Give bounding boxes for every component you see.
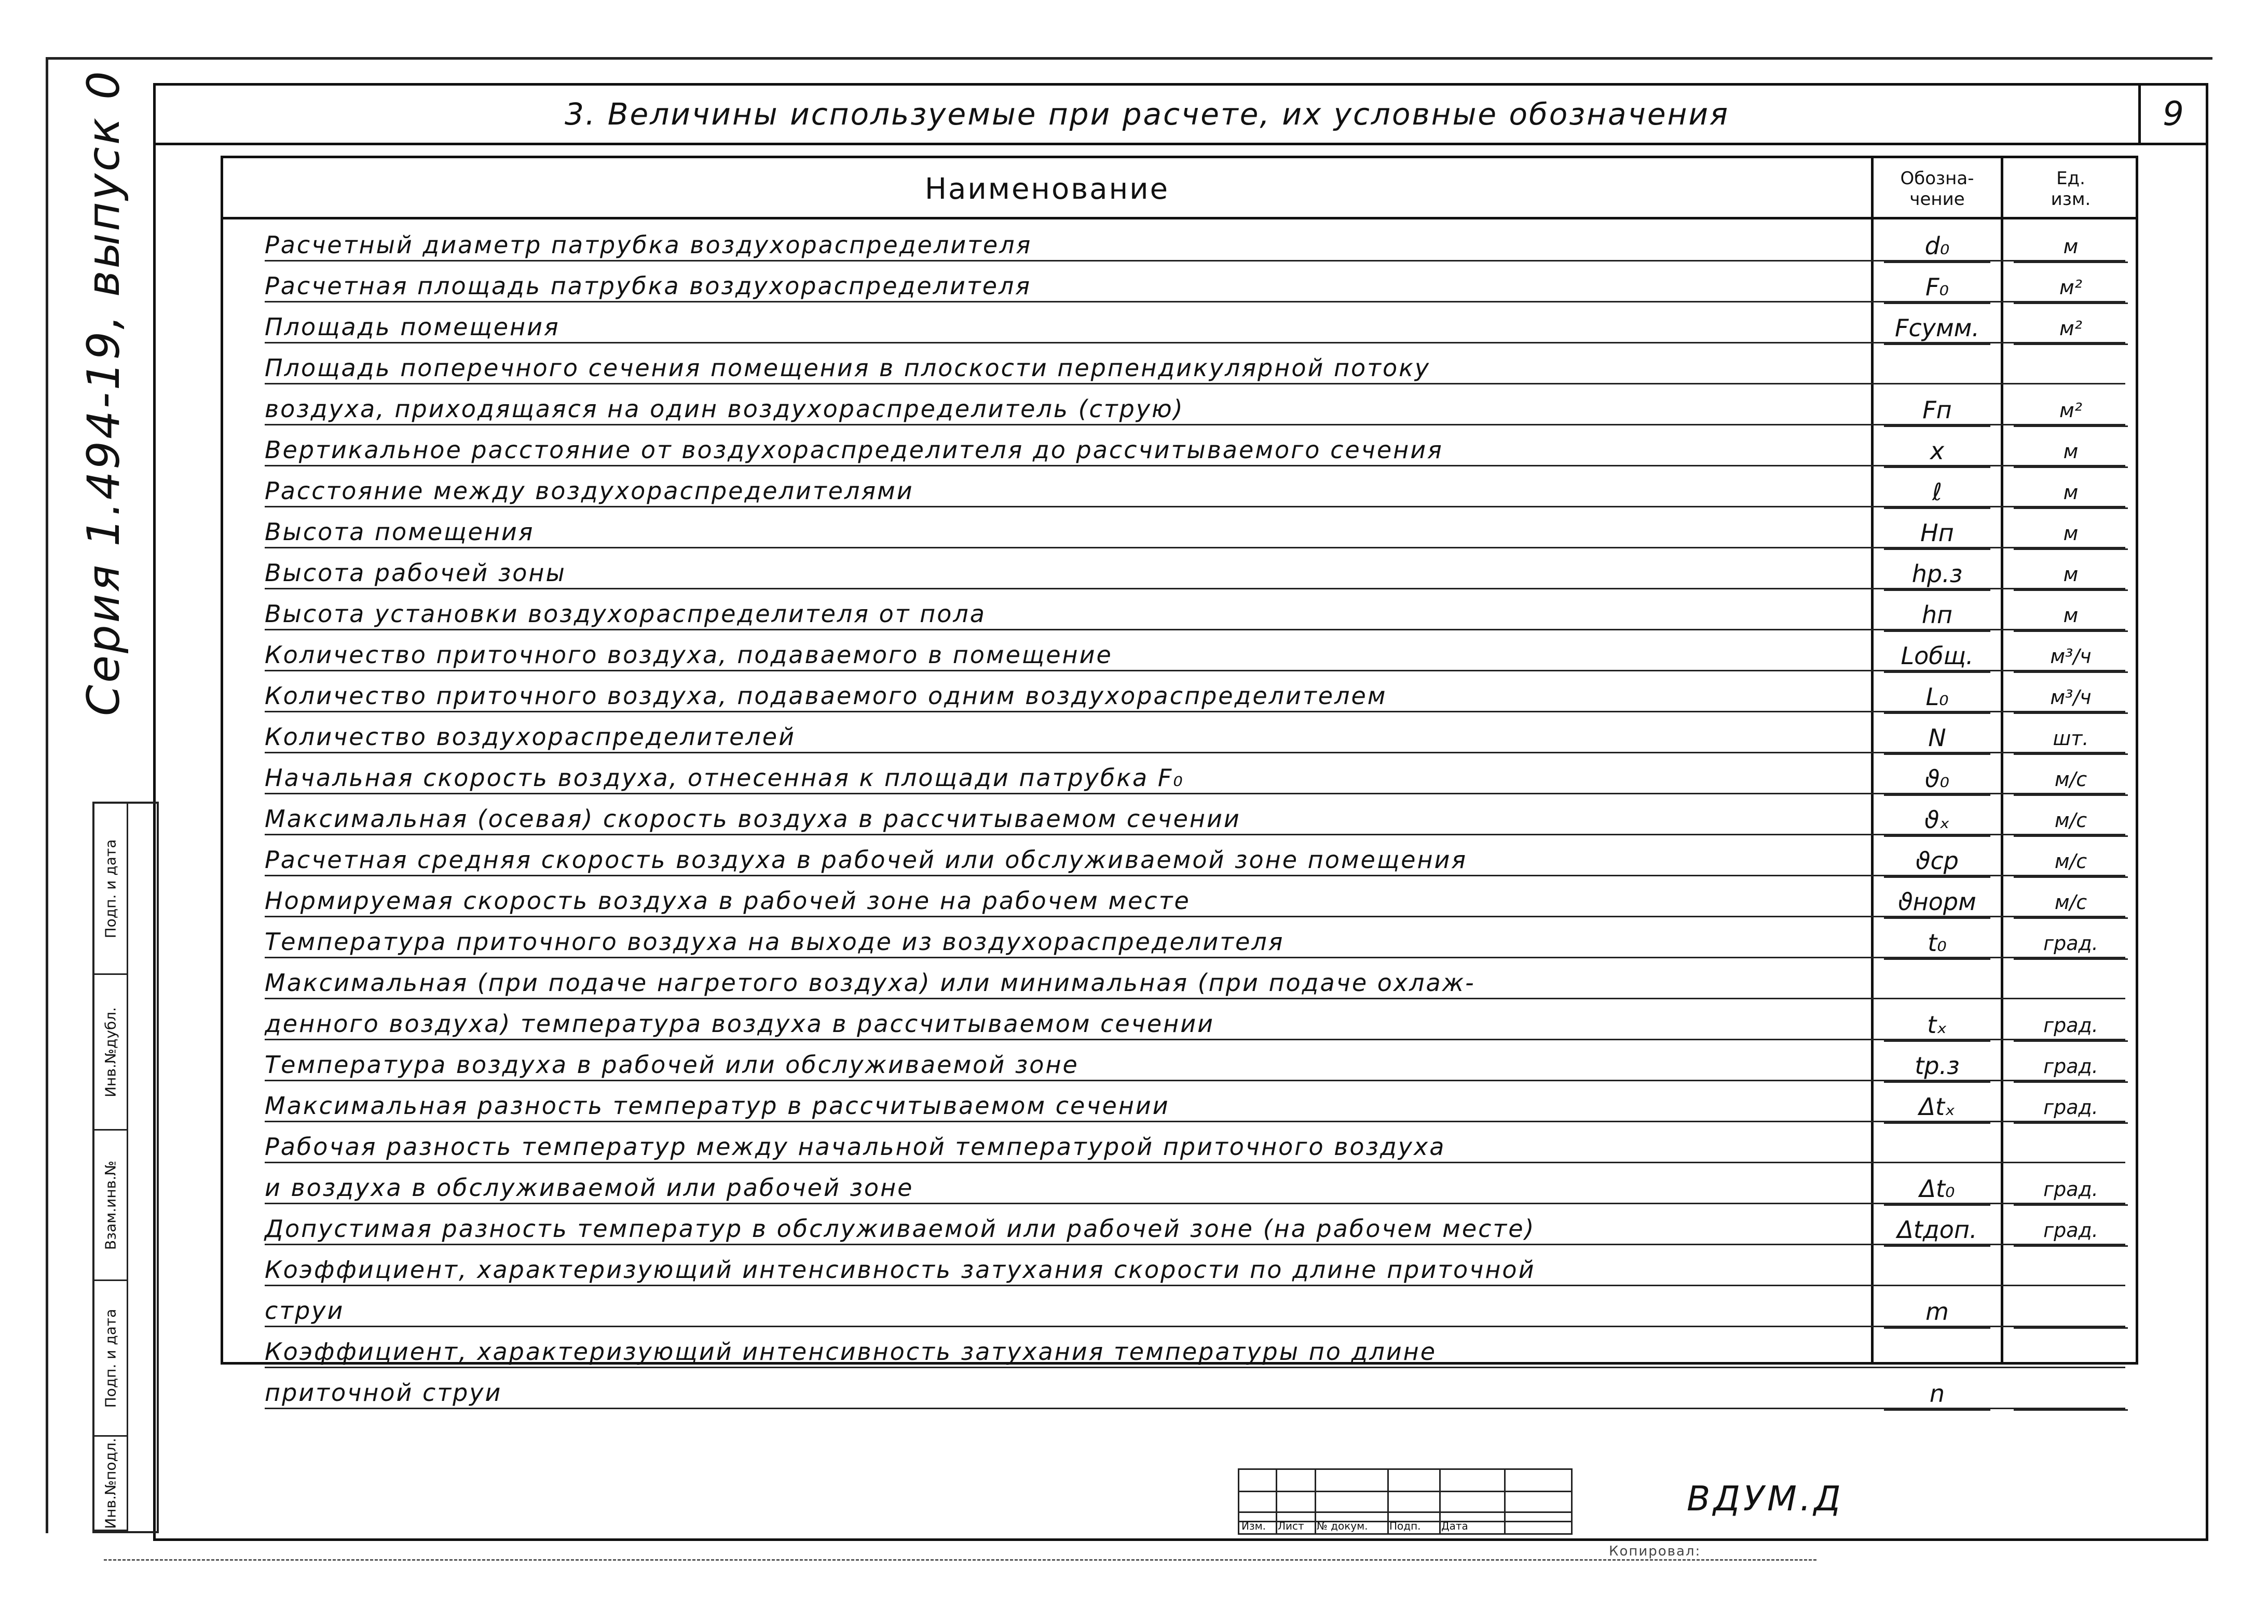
stamp-cell [94, 804, 127, 975]
title-block-label: Подп. [1389, 1520, 1421, 1532]
quantity-symbol: x [1930, 437, 1945, 465]
quantity-unit: м² [2059, 317, 2082, 340]
copied-note: Копировал: [1609, 1544, 1701, 1559]
title-block-rule [1239, 1491, 1571, 1492]
quantity-symbol: N [1928, 724, 1946, 752]
row-underline [265, 1408, 2125, 1409]
row-underline [265, 1244, 2125, 1245]
symbol-underline [1884, 876, 1990, 878]
quantity-name: струи [265, 1297, 345, 1325]
quantity-unit: м³/ч [2050, 686, 2092, 709]
title-block-divider [1276, 1470, 1277, 1533]
quantity-unit: м² [2059, 399, 2082, 422]
approval-stamp-strip [92, 802, 159, 1533]
row-underline [265, 834, 2125, 835]
quantity-name: Высота помещения [265, 518, 535, 546]
unit-underline [2014, 302, 2128, 304]
unit-underline [2014, 876, 2128, 878]
quantity-symbol: hп [1921, 601, 1953, 629]
symbol-underline [1884, 343, 1990, 345]
unit-underline [2014, 917, 2128, 919]
row-underline [265, 1121, 2125, 1122]
unit-underline [2014, 671, 2128, 673]
quantity-symbol: m [1925, 1298, 1949, 1326]
table-row [223, 1126, 2136, 1208]
quantity-name: Температура приточного воздуха на выходе из воздухораспределителя [265, 928, 1285, 956]
row-underline [265, 1367, 2125, 1368]
symbol-underline [1884, 753, 1990, 755]
quantity-symbol: ϑср [1916, 847, 1959, 875]
header-symbol: Обозна- чение [1900, 168, 1974, 210]
stamp-cell [94, 1281, 127, 1437]
row-underline [265, 629, 2125, 630]
quantity-name: приточной струи [265, 1379, 502, 1407]
quantity-symbol: Δtдоп. [1897, 1216, 1977, 1244]
quantity-name: Расчетный диаметр патрубка воздухораспределителя [265, 231, 1032, 259]
unit-underline [2014, 753, 2128, 755]
unit-underline [2014, 630, 2128, 632]
symbol-underline [1884, 466, 1990, 468]
table-row [223, 307, 2136, 348]
row-underline [265, 1162, 2125, 1163]
title-block-divider [1315, 1470, 1316, 1533]
series-label: Серия 1.494-19, выпуск 0 [78, 69, 130, 716]
symbol-underline [1884, 1081, 1990, 1083]
table-row [223, 839, 2136, 880]
quantity-symbol: hр.з [1911, 560, 1963, 588]
sheet-number-cell [2138, 86, 2206, 145]
unit-underline [2014, 835, 2128, 837]
title-block-divider [1504, 1470, 1506, 1533]
table-row [223, 921, 2136, 962]
quantity-symbol: ϑ₀ [1925, 765, 1949, 793]
symbol-underline [1884, 917, 1990, 919]
table-row [223, 266, 2136, 307]
quantity-symbol: t₀ [1928, 929, 1947, 957]
table-row [223, 225, 2136, 266]
quantity-unit: град. [2043, 1178, 2098, 1201]
table-row [223, 430, 2136, 471]
quantity-unit: м [2063, 522, 2079, 545]
section-title: 3. Величины используемые при расчете, их условные обозначения [564, 97, 1730, 132]
quantity-symbol: Fсумм. [1895, 314, 1979, 342]
unit-underline [2014, 1040, 2128, 1042]
title-block-label: Лист [1278, 1520, 1304, 1532]
quantity-name: Расчетная площадь патрубка воздухораспределителя [265, 272, 1032, 300]
unit-underline [2014, 1327, 2128, 1329]
stamp-label: Подп. и дата [102, 1309, 119, 1408]
table-row [223, 594, 2136, 635]
quantity-name: и воздуха в обслуживаемой или рабочей зоне [265, 1174, 914, 1202]
quantity-name: Рабочая разность температур между начальной температурой приточного воздуха [265, 1133, 1446, 1161]
quantity-symbol: d₀ [1924, 232, 1950, 260]
title-block-rule [1239, 1511, 1571, 1513]
symbol-underline [1884, 1245, 1990, 1247]
unit-underline [2014, 1409, 2128, 1411]
quantity-unit: м [2063, 604, 2079, 627]
unit-underline [2014, 589, 2128, 591]
unit-underline [2014, 548, 2128, 550]
table-row [223, 635, 2136, 676]
symbol-underline [1884, 589, 1990, 591]
quantity-unit: град. [2043, 1096, 2098, 1119]
table-row [223, 1085, 2136, 1126]
quantity-symbol: Δt₀ [1919, 1175, 1955, 1203]
table-row [223, 1044, 2136, 1085]
symbol-underline [1884, 958, 1990, 960]
unit-underline [2014, 343, 2128, 345]
unit-underline [2014, 466, 2128, 468]
sheet-number: 9 [2163, 95, 2184, 133]
row-underline [265, 1285, 2125, 1286]
stamp-cell [94, 1131, 127, 1281]
quantity-symbol: Fп [1922, 396, 1952, 424]
symbol-underline [1884, 712, 1990, 714]
title-block-label: Изм. [1241, 1520, 1266, 1532]
table-row [223, 553, 2136, 594]
stamp-cell [94, 975, 127, 1131]
row-underline [265, 998, 2125, 999]
symbol-underline [1884, 507, 1990, 509]
row-underline [265, 670, 2125, 671]
quantity-unit: м³/ч [2050, 645, 2092, 668]
quantity-unit: м/с [2054, 809, 2087, 832]
table-row [223, 1208, 2136, 1249]
quantity-name: Количество приточного воздуха, подаваемого в помещение [265, 641, 1113, 669]
row-underline [265, 793, 2125, 794]
quantity-unit: шт. [2053, 727, 2089, 750]
quantity-unit: м/с [2054, 891, 2087, 914]
table-header [223, 158, 2136, 219]
quantity-name: воздуха, приходящаяся на один воздухораспределитель (струю) [265, 395, 1184, 423]
quantity-unit: град. [2043, 932, 2098, 955]
quantity-name: Нормируемая скорость воздуха в рабочей зоне на рабочем месте [265, 887, 1191, 915]
quantity-name: Максимальная разность температур в рассчитываемом сечении [265, 1092, 1170, 1120]
quantity-unit: м [2063, 563, 2079, 586]
quantity-unit: град. [2043, 1014, 2098, 1037]
symbol-underline [1884, 302, 1990, 304]
table-row [223, 799, 2136, 839]
row-underline [265, 588, 2125, 589]
stamp-divider [127, 804, 128, 1531]
row-underline [265, 1039, 2125, 1040]
quantity-unit: м [2063, 235, 2079, 258]
stamp-label: Взам.инв.№ [102, 1160, 119, 1250]
table-row [223, 676, 2136, 717]
stamp-label: Подп. и дата [102, 839, 119, 938]
quantity-unit: м [2063, 481, 2079, 504]
quantity-symbol: ℓ [1932, 478, 1942, 506]
quantity-symbol: L₀ [1925, 683, 1949, 711]
table-row [223, 1331, 2136, 1413]
symbol-underline [1884, 1204, 1990, 1206]
quantity-name: Коэффициент, характеризующий интенсивность затухания скорости по длине приточной [265, 1256, 1536, 1284]
title-block-divider [1387, 1470, 1389, 1533]
quantity-unit: м/с [2054, 850, 2087, 873]
table-row [223, 880, 2136, 921]
quantity-symbol: n [1929, 1380, 1945, 1408]
quantity-name: Расчетная средняя скорость воздуха в рабочей или обслуживаемой зоне помещения [265, 846, 1468, 874]
symbol-underline [1884, 835, 1990, 837]
stamp-label: Инв.№дубл. [102, 1007, 119, 1097]
row-underline [265, 547, 2125, 548]
row-underline [265, 875, 2125, 876]
title-block-divider [1439, 1470, 1441, 1533]
stamp-cell [94, 1437, 127, 1531]
unit-underline [2014, 1081, 2128, 1083]
header-name: Наименование [924, 172, 1170, 206]
title-block-label: № докум. [1317, 1520, 1368, 1532]
symbol-underline [1884, 630, 1990, 632]
unit-underline [2014, 262, 2128, 263]
header-unit: Ед. изм. [2051, 168, 2091, 210]
bottom-trim-line [104, 1559, 1816, 1561]
symbol-underline [1884, 671, 1990, 673]
symbol-underline [1884, 1327, 1990, 1329]
unit-underline [2014, 425, 2128, 427]
unit-underline [2014, 1122, 2128, 1124]
symbol-underline [1884, 1122, 1990, 1124]
quantity-name: Площадь помещения [265, 313, 560, 341]
quantity-symbol: tₓ [1927, 1011, 1947, 1039]
row-underline [265, 301, 2125, 302]
title-block [1238, 1468, 1573, 1535]
quantity-unit: м [2063, 440, 2079, 463]
quantity-symbol: ϑₓ [1924, 806, 1950, 834]
symbol-underline [1884, 425, 1990, 427]
symbol-underline [1884, 548, 1990, 550]
quantity-name: Количество приточного воздуха, подаваемого одним воздухораспределителем [265, 682, 1387, 710]
quantity-symbol: Hп [1920, 519, 1954, 547]
symbol-underline [1884, 262, 1990, 263]
quantity-name: Высота рабочей зоны [265, 559, 566, 587]
quantity-unit: м/с [2054, 768, 2087, 791]
quantity-name: Начальная скорость воздуха, отнесенная к площади патрубка F₀ [265, 764, 1184, 792]
row-underline [265, 1203, 2125, 1204]
quantity-symbol: tр.з [1915, 1052, 1960, 1080]
row-underline [265, 465, 2125, 466]
row-underline [265, 957, 2125, 958]
stamp-label: Инв.№подл. [102, 1437, 119, 1529]
row-underline [265, 752, 2125, 753]
table-row [223, 512, 2136, 553]
row-underline [265, 260, 2125, 262]
quantity-name: Вертикальное расстояние от воздухораспределителя до рассчитываемого сечения [265, 436, 1443, 464]
quantity-unit: град. [2043, 1055, 2098, 1078]
unit-underline [2014, 712, 2128, 714]
quantity-name: Максимальная (при подаче нагретого воздуха) или минимальная (при подаче охлаж- [265, 969, 1475, 997]
section-header [156, 86, 2138, 145]
row-underline [265, 342, 2125, 343]
unit-underline [2014, 507, 2128, 509]
quantity-unit: град. [2043, 1219, 2098, 1242]
symbol-underline [1884, 794, 1990, 796]
quantity-name: Коэффициент, характеризующий интенсивность затухания температуры по длине [265, 1338, 1437, 1366]
quantity-name: Допустимая разность температур в обслуживаемой или рабочей зоне (на рабочем месте) [265, 1215, 1536, 1243]
quantity-unit: м² [2059, 276, 2082, 299]
unit-underline [2014, 1245, 2128, 1247]
row-underline [265, 916, 2125, 917]
unit-underline [2014, 1204, 2128, 1206]
quantities-table [221, 156, 2138, 1408]
quantity-name: Максимальная (осевая) скорость воздуха в рассчитываемом сечении [265, 805, 1241, 833]
quantity-symbol: ϑнорм [1898, 888, 1976, 916]
row-underline [265, 1326, 2125, 1327]
row-underline [265, 383, 2125, 384]
row-underline [265, 424, 2125, 425]
quantity-name: Количество воздухораспределителей [265, 723, 796, 751]
row-underline [265, 506, 2125, 507]
symbol-underline [1884, 1040, 1990, 1042]
table-row [223, 348, 2136, 430]
quantity-name: Расстояние между воздухораспределителями [265, 477, 914, 505]
quantity-name: Температура воздуха в рабочей или обслуживаемой зоне [265, 1051, 1079, 1079]
table-row [223, 717, 2136, 758]
title-block-label: Дата [1441, 1520, 1468, 1532]
symbol-underline [1884, 1409, 1990, 1411]
quantity-symbol: Lобщ. [1901, 642, 1974, 670]
document-code: ВДУМ.Д [1687, 1479, 1844, 1519]
quantity-symbol: F₀ [1925, 273, 1949, 301]
row-underline [265, 1080, 2125, 1081]
quantity-name: денного воздуха) температура воздуха в рассчитываемом сечении [265, 1010, 1215, 1038]
quantity-name: Высота установки воздухораспределителя от пола [265, 600, 986, 628]
table-row [223, 962, 2136, 1044]
quantity-symbol: Δtₓ [1919, 1093, 1956, 1121]
unit-underline [2014, 958, 2128, 960]
table-row [223, 1249, 2136, 1331]
row-underline [265, 711, 2125, 712]
unit-underline [2014, 794, 2128, 796]
table-row [223, 471, 2136, 512]
table-row [223, 758, 2136, 799]
quantity-name: Площадь поперечного сечения помещения в плоскости перпендикулярной потоку [265, 354, 1431, 382]
